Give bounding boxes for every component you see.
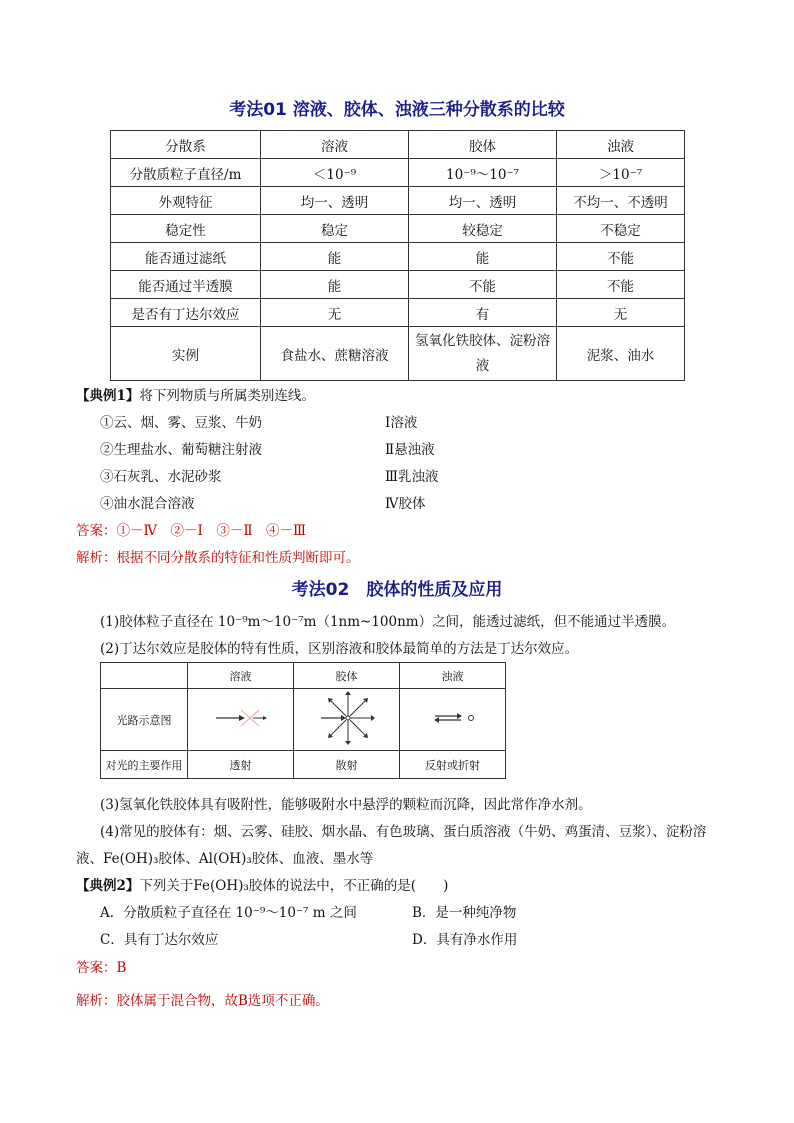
example2-option-a: A．分散质粒子直径在 10⁻⁹～10⁻⁷ m 之间 xyxy=(100,905,357,921)
solution-light-path-cell xyxy=(188,689,294,751)
table-row xyxy=(111,159,685,187)
table-cell: 胶体 xyxy=(294,663,400,689)
table-cell: 不均一、不透明 xyxy=(557,187,685,215)
example1-left-item: ①云、烟、雾、豆浆、牛奶 xyxy=(100,415,262,431)
table-row xyxy=(111,243,685,271)
table-cell: 不能 xyxy=(409,271,557,299)
table-cell: 是否有丁达尔效应 xyxy=(111,299,261,327)
table-cell: 分散质粒子直径/m xyxy=(111,159,261,187)
example2-option-c: C．具有丁达尔效应 xyxy=(100,932,219,948)
point-2: (2)丁达尔效应是胶体的特有性质，区别溶液和胶体最简单的方法是丁达尔效应。 xyxy=(100,641,579,657)
colloid-light-path-cell xyxy=(294,689,400,751)
table-cell: 不稳定 xyxy=(557,215,685,243)
example2-label: 【典例2】 xyxy=(76,878,140,894)
reflection-diagram-icon xyxy=(423,703,483,733)
table-cell: 实例 xyxy=(111,327,261,381)
table-cell: ＞10⁻⁷ xyxy=(557,159,685,187)
table-cell: 光路示意图 xyxy=(101,689,188,751)
table-cell: 较稳定 xyxy=(409,215,557,243)
dispersion-comparison-table xyxy=(110,130,685,381)
table-cell: 食盐水、蔗糖溶液 xyxy=(261,327,409,381)
table-cell: 泥浆、油水 xyxy=(557,327,685,381)
table-cell xyxy=(101,663,188,689)
table-cell: 均一、透明 xyxy=(409,187,557,215)
table-row xyxy=(101,689,506,751)
example2-question-line xyxy=(76,874,448,894)
section1-title: 考法01 溶液、胶体、浊液三种分散系的比较 xyxy=(229,100,565,120)
table-row xyxy=(111,215,685,243)
table-row xyxy=(111,271,685,299)
table-cell: 能否通过滤纸 xyxy=(111,243,261,271)
table-cell: 10⁻⁹～10⁻⁷ xyxy=(409,159,557,187)
table-cell: 分散系 xyxy=(111,131,261,159)
example2-question: 下列关于Fe(OH)₃胶体的说法中，不正确的是( ) xyxy=(139,878,449,894)
table-cell: 能否通过半透膜 xyxy=(111,271,261,299)
table-cell: 能 xyxy=(261,271,409,299)
table-cell: 能 xyxy=(261,243,409,271)
table-cell: 稳定 xyxy=(261,215,409,243)
table-cell: 氢氧化铁胶体、淀粉溶液 xyxy=(409,327,557,381)
table-cell: 反射或折射 xyxy=(400,751,506,779)
table-cell: ＜10⁻⁹ xyxy=(261,159,409,187)
table-cell: 溶液 xyxy=(188,663,294,689)
table-cell: 能 xyxy=(409,243,557,271)
example1-right-item: Ⅰ溶液 xyxy=(385,415,418,431)
table-cell: 透射 xyxy=(188,751,294,779)
table-row xyxy=(111,327,685,381)
scattering-diagram-icon xyxy=(315,689,379,747)
table-cell: 无 xyxy=(557,299,685,327)
example1-question-line xyxy=(76,384,315,404)
table-row xyxy=(111,299,685,327)
example2-option-b: B．是一种纯净物 xyxy=(412,905,517,921)
table-cell: 不能 xyxy=(557,243,685,271)
table-cell: 外观特征 xyxy=(111,187,261,215)
example1-right-item: Ⅱ悬浊液 xyxy=(385,442,435,458)
table-cell: 溶液 xyxy=(261,131,409,159)
transmission-diagram-icon xyxy=(201,698,281,738)
table-cell: 均一、透明 xyxy=(261,187,409,215)
example1-label: 【典例1】 xyxy=(76,388,140,404)
example1-left-item: ③石灰乳、水泥砂浆 xyxy=(100,469,222,485)
table-cell: 散射 xyxy=(294,751,400,779)
example2-analysis: 解析：胶体属于混合物，故B选项不正确。 xyxy=(76,993,329,1009)
table-cell: 浊液 xyxy=(557,131,685,159)
example1-left-item: ②生理盐水、葡萄糖注射液 xyxy=(100,442,262,458)
point-4-line1: (4)常见的胶体有：烟、云雾、硅胶、烟水晶、有色玻璃、蛋白质溶液（牛奶、鸡蛋清、豆浆）、淀粉溶 xyxy=(100,824,707,840)
table-cell: 有 xyxy=(409,299,557,327)
table-cell: 无 xyxy=(261,299,409,327)
table-cell: 胶体 xyxy=(409,131,557,159)
table-cell: 不能 xyxy=(557,271,685,299)
example2-option-d: D．具有净水作用 xyxy=(412,932,518,948)
section2-title: 考法02 胶体的性质及应用 xyxy=(291,580,503,600)
example1-question: 将下列物质与所属类别连线。 xyxy=(139,388,315,404)
table-cell: 浊液 xyxy=(400,663,506,689)
example1-left-item: ④油水混合溶液 xyxy=(100,496,195,512)
point-4-line2: 液、Fe(OH)₃胶体、Al(OH)₃胶体、血液、墨水等 xyxy=(76,851,374,867)
table-cell: 稳定性 xyxy=(111,215,261,243)
table-header-row xyxy=(101,663,506,689)
point-3: (3)氢氧化铁胶体具有吸附性，能够吸附水中悬浮的颗粒而沉降，因此常作净水剂。 xyxy=(100,797,592,813)
table-cell: 对光的主要作用 xyxy=(101,751,188,779)
example1-analysis: 解析：根据不同分散系的特征和性质判断即可。 xyxy=(76,550,360,566)
example2-answer: 答案：B xyxy=(76,960,127,976)
table-header-row xyxy=(111,131,685,159)
light-path-table xyxy=(100,662,506,779)
example1-right-item: Ⅲ乳浊液 xyxy=(385,469,439,485)
suspension-light-path-cell xyxy=(400,689,506,751)
table-row xyxy=(101,751,506,779)
point-1: (1)胶体粒子直径在 10⁻⁹m～10⁻⁷m（1nm~100nm）之间，能透过滤纸，但不能通过半透膜。 xyxy=(100,614,676,630)
example1-right-item: Ⅳ胶体 xyxy=(385,496,426,512)
table-row xyxy=(111,187,685,215)
example1-answer: 答案：①－Ⅳ ②－Ⅰ ③－Ⅱ ④－Ⅲ xyxy=(76,523,307,539)
